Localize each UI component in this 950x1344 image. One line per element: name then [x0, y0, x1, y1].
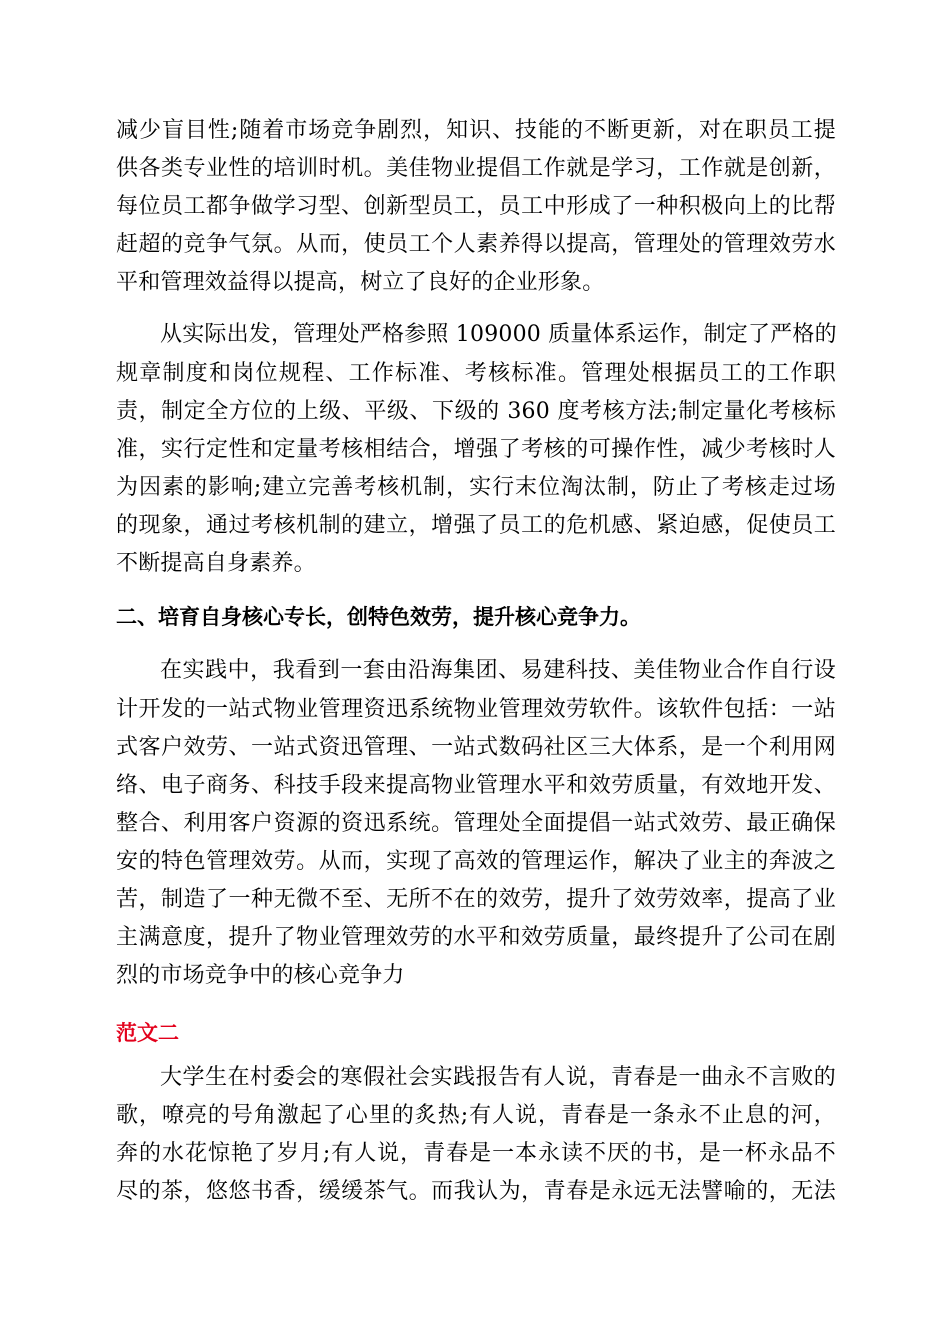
paragraph-line: 苦，制造了一种无微不至、无所不在的效劳，提升了效劳效率，提高了业: [116, 887, 836, 912]
paragraph-line: 安的特色管理效劳。从而，实现了高效的管理运作，解决了业主的奔波之: [116, 849, 836, 874]
paragraph-line: 从实际出发，管理处严格参照 109000 质量体系运作，制定了严格的: [160, 322, 837, 347]
paragraph-line: 不断提高自身素养。: [116, 551, 316, 576]
paragraph-line: 计开发的一站式物业管理资迅系统物业管理效劳软件。该软件包括：一站: [116, 697, 836, 722]
paragraph-line: 络、电子商务、科技手段来提高物业管理水平和效劳质量，有效地开发、: [116, 773, 836, 798]
paragraph-line: 准，实行定性和定量考核相结合，增强了考核的可操作性，减少考核时人: [116, 437, 836, 462]
paragraph-line: 为因素的影响;建立完善考核机制，实行末位淘汰制，防止了考核走过场: [116, 475, 836, 500]
paragraph-line: 尽的茶，悠悠书香，缓缓茶气。而我认为，青春是永远无法譬喻的，无法: [116, 1179, 836, 1204]
paragraph-line: 式客户效劳、一站式资迅管理、一站式数码社区三大体系，是一个利用网: [116, 735, 836, 760]
paragraph-line: 在实践中，我看到一套由沿海集团、易建科技、美佳物业合作自行设: [160, 658, 836, 683]
paragraph-line: 歌，嘹亮的号角激起了心里的炙热;有人说，青春是一条永不止息的河，: [116, 1103, 836, 1128]
paragraph-line: 主满意度，提升了物业管理效劳的水平和效劳质量，最终提升了公司在剧: [116, 925, 836, 950]
paragraph-line: 责，制定全方位的上级、平级、下级的 360 度考核方法;制定量化考核标: [116, 399, 836, 424]
paragraph-line: 的现象，通过考核机制的建立，增强了员工的危机感、紧迫感，促使员工: [116, 513, 836, 538]
paragraph-line: 整合、利用客户资源的资迅系统。管理处全面提倡一站式效劳、最正确保: [116, 811, 836, 836]
paragraph-line: 烈的市场竞争中的核心竞争力: [116, 963, 405, 988]
section-heading: 二、培育自身核心专长，创特色效劳，提升核心竞争力。: [116, 605, 641, 629]
paragraph-line: 供各类专业性的培训时机。美佳物业提倡工作就是学习，工作就是创新，: [116, 156, 836, 181]
paragraph-line: 奔的水花惊艳了岁月;有人说，青春是一本永读不厌的书，是一杯永品不: [116, 1141, 836, 1166]
section-title: 范文二: [116, 1021, 179, 1045]
paragraph-line: 规章制度和岗位规程、工作标准、考核标准。管理处根据员工的工作职: [116, 361, 836, 386]
paragraph-line: 平和管理效益得以提高，树立了良好的企业形象。: [116, 270, 605, 295]
paragraph-line: 减少盲目性;随着市场竞争剧烈，知识、技能的不断更新，对在职员工提: [116, 118, 836, 143]
paragraph-line: 大学生在村委会的寒假社会实践报告有人说，青春是一曲永不言败的: [160, 1065, 836, 1090]
paragraph-line: 赶超的竞争气氛。从而，使员工个人素养得以提高，管理处的管理效劳水: [116, 232, 836, 257]
paragraph-line: 每位员工都争做学习型、创新型员工，员工中形成了一种积极向上的比帮: [116, 194, 836, 219]
